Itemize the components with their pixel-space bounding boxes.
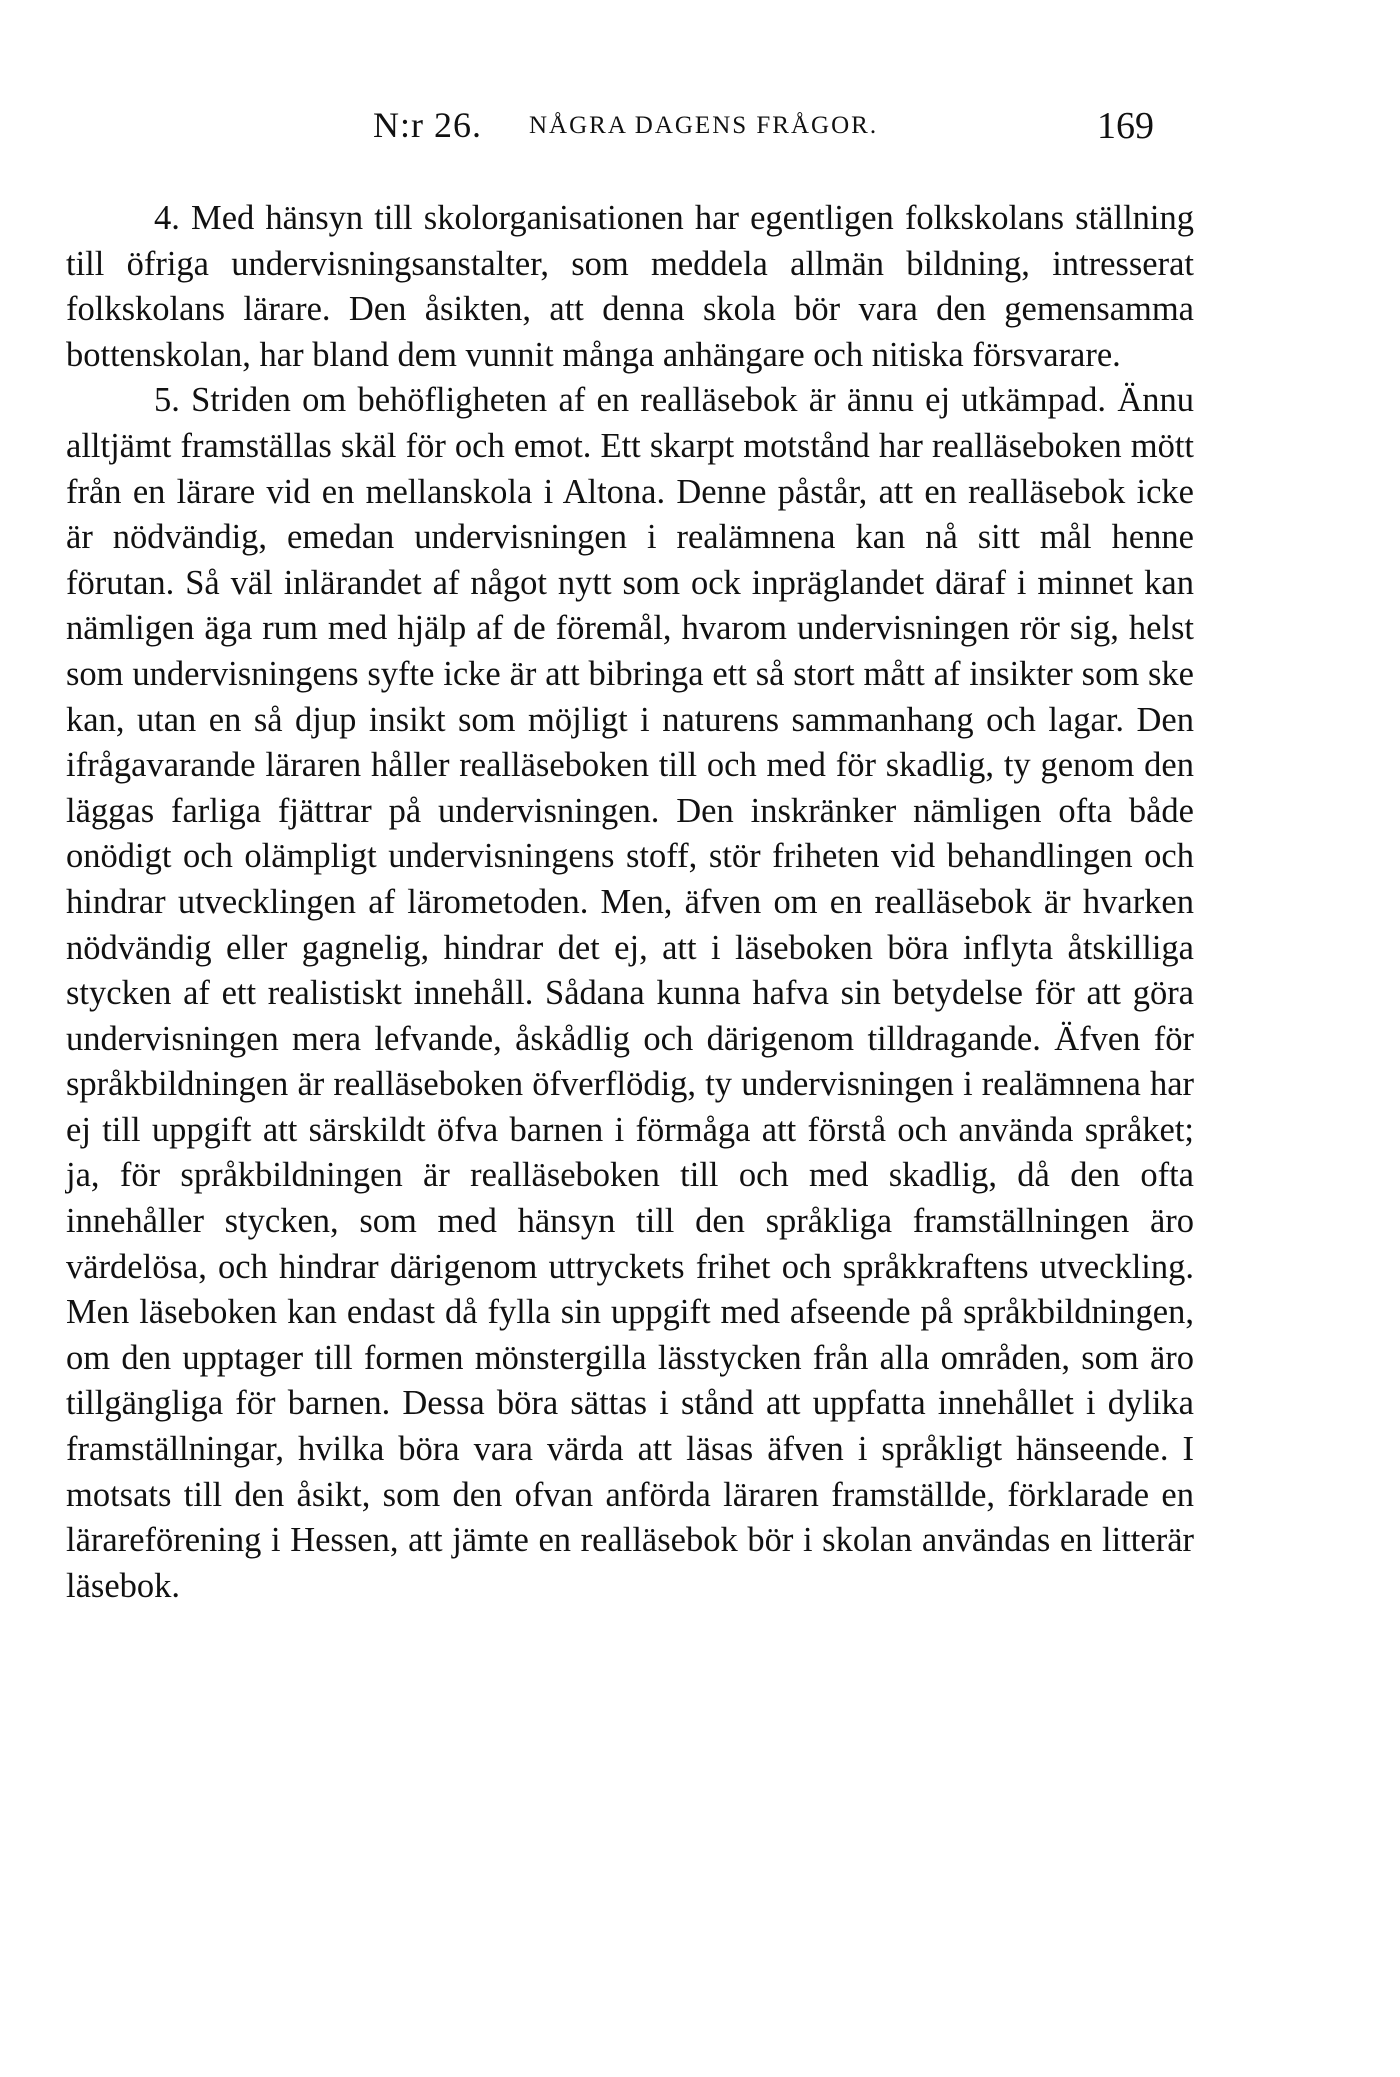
chapter-title: NÅGRA DAGENS FRÅGOR. [529,112,879,139]
running-header [66,104,1164,152]
body-text [66,196,1194,1609]
paragraph-5: 5. Striden om behöfligheten af en realläsebok är ännu ej utkämpad. Ännu alltjämt framställas skäl för och emot. Ett skarpt motstånd har realläseboken mött från en lärare vid en mellanskola i Altona. Denne påstår, att en realläsebok icke är nödvändig, emedan undervisningen i realämnena kan nå sitt mål henne förutan. Så väl inlärandet af något nytt som ock inpräglandet däraf i minnet kan nämligen äga rum med hjälp af de föremål, hvarom undervisningen rör sig, helst som undervisningens syfte icke är att bibringa ett så stort mått af insikter som ske kan, utan en så djup insikt som möjligt i naturens sammanhang och lagar. Den ifrågavarande läraren håller realläseboken till och med för skadlig, ty genom den läggas farliga fjättrar på undervisningen. Den inskränker nämligen ofta både onödigt och olämpligt undervisningens stoff, stör friheten vid behandlingen och hindrar utvecklingen af lärometoden. Men, äfven om en realläsebok är hvarken nödvändig eller gagnelig, hindrar det ej, att i läseboken böra inflyta åtskilliga stycken af ett realistiskt innehåll. Sådana kunna hafva sin betydelse för att göra undervisningen mera lefvande, åskådlig och därigenom tilldragande. Äfven för språkbildningen är realläseboken öfverflödig, ty undervisningen i realämnena har ej till uppgift att särskildt öfva barnen i förmåga att förstå och använda språket; ja, för språkbildningen är realläseboken till och med skadlig, då den ofta innehåller stycken, som med hänsyn till den språkliga framställningen äro värdelösa, och hindrar därigenom uttryckets frihet och språkkraftens utveckling. Men läseboken kan endast då fylla sin uppgift med afseende på språkbildningen, om den upptager till formen mönstergilla lässtycken från alla områden, som äro tillgängliga för barnen. Dessa böra sättas i stånd att uppfatta innehållet i dylika framställningar, hvilka böra vara värda att läsas äfven i språkligt hänseende. I motsats till den åsikt, som den ofvan anförda läraren framställde, förklarade en lärareförening i Hessen, att jämte en realläsebok bör i skolan användas en litterär läsebok. [66,381,1194,1605]
issue-number: N:r 26. [373,105,482,145]
page-number: 169 [1097,105,1154,147]
paragraph-4: 4. Med hänsyn till skolorganisationen har egentligen folkskolans ställning till öfriga undervisningsanstalter, som meddela allmän bildning, intresserat folkskolans lärare. Den åsikten, att denna skola bör vara den gemensamma bottenskolan, har bland dem vunnit många anhängare och nitiska försvarare. [66,199,1194,374]
